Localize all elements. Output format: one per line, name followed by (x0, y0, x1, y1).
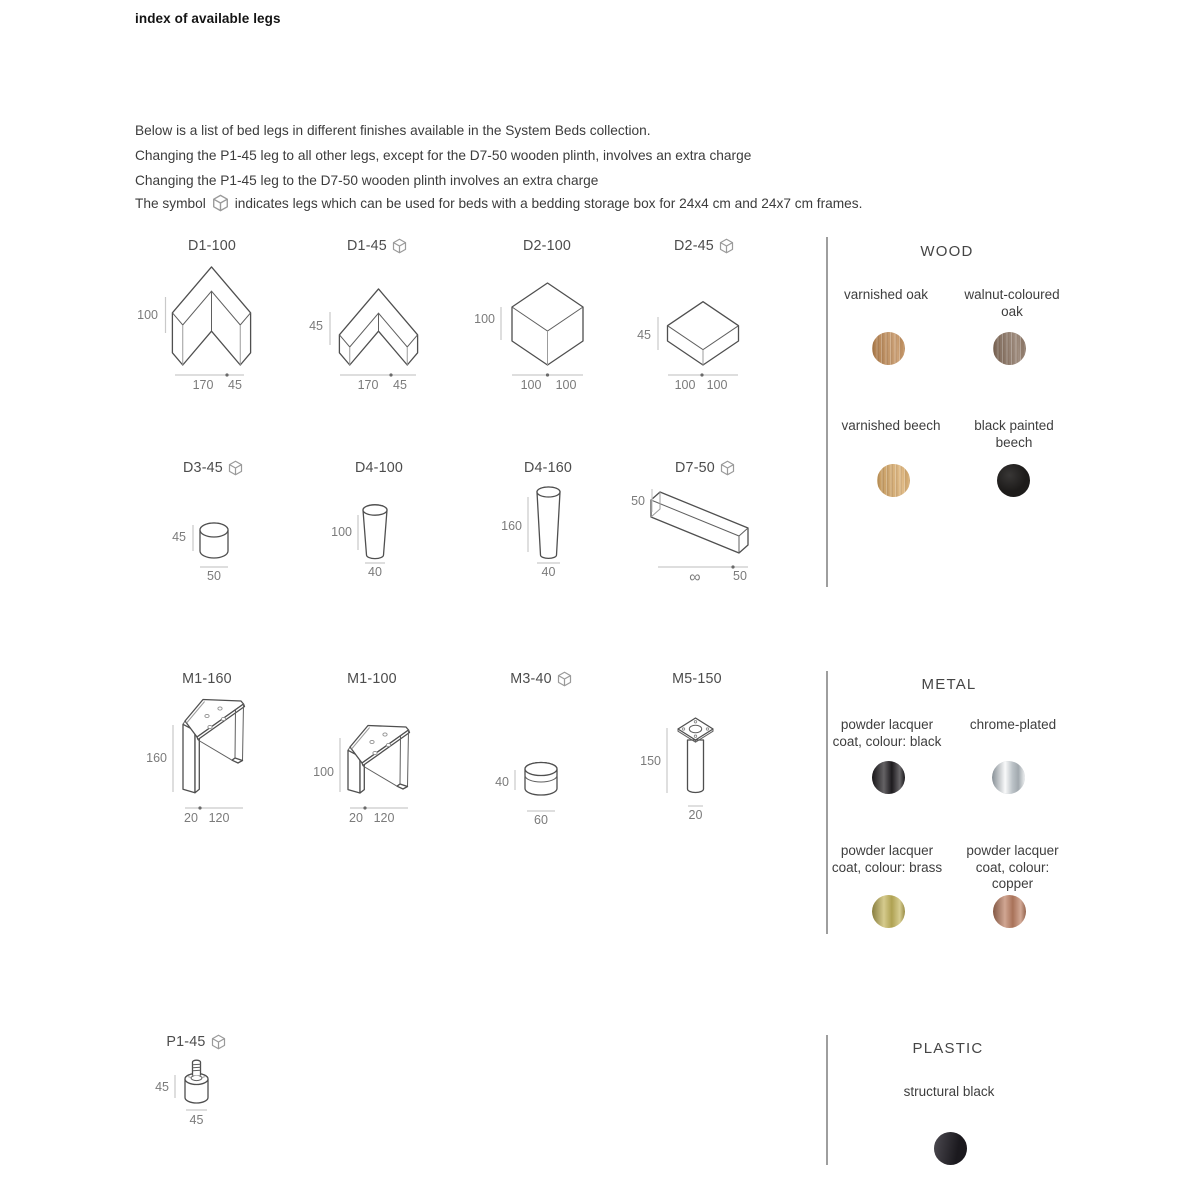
dim-height: 45 (155, 1080, 169, 1094)
dim-bottom: 50 (733, 569, 747, 583)
leg-label-d2-100: D2-100 (522, 238, 572, 254)
plastic-section-heading: PLASTIC (912, 1040, 984, 1057)
finish-swatch-powder-black (872, 761, 905, 794)
dim-bottom: 50 (207, 569, 221, 583)
dim-bottom: 100 (674, 378, 696, 392)
dim-bottom: 120 (208, 811, 230, 825)
leg-diagram-m3-40 (495, 763, 557, 828)
finish-swatch-walnut-coloured-oak (993, 332, 1026, 365)
finish-label-powder-copper: powder lacquer coat, colour: copper (966, 843, 1059, 891)
dim-height: 40 (495, 775, 509, 789)
leg-label-m1-160: M1-160 (182, 671, 232, 687)
dim-height: 100 (331, 525, 352, 539)
intro-line-3: Changing the P1-45 leg to the D7-50 wooden plinth involves an extra charge (135, 173, 599, 188)
symbol-note-suffix: indicates legs which can be used for beds with a bedding storage box for 24x4 cm and 24x7 cm frames. (234, 195, 863, 211)
finish-swatch-varnished-oak (872, 332, 905, 365)
dim-height: 45 (309, 319, 323, 333)
leg-label-d7-50: D7-50 (639, 460, 771, 476)
finish-swatch-chrome-plated (992, 761, 1025, 794)
leg-diagram-d4-160 (501, 487, 560, 579)
leg-label-m1-100: M1-100 (347, 671, 397, 687)
dim-height: 150 (640, 754, 661, 768)
leg-diagram-d7-50 (631, 489, 748, 586)
dim-height: 160 (501, 519, 522, 533)
leg-label-d4-160: D4-160 (523, 460, 573, 476)
dim-height: 45 (172, 530, 186, 544)
metal-section-divider (826, 671, 828, 934)
dim-bottom: 100 (706, 378, 728, 392)
dim-height: 100 (313, 765, 334, 779)
finish-label-chrome-plated: chrome-plated (969, 717, 1057, 732)
dim-bottom: 45 (189, 1113, 204, 1127)
leg-label-m3-40: M3-40 (475, 671, 607, 687)
dim-bottom: 40 (541, 565, 556, 579)
leg-diagram-d1-100 (137, 267, 250, 392)
dim-height: 100 (474, 312, 495, 326)
dim-bottom: 40 (368, 565, 382, 579)
leg-label-d1-45: D1-45 (311, 238, 443, 254)
dim-height: 100 (137, 308, 158, 322)
leg-diagram-d1-45 (309, 289, 418, 392)
dim-bottom: 120 (373, 811, 395, 825)
leg-label-d3-45: D3-45 (147, 460, 279, 476)
leg-diagram-m1-100 (313, 726, 409, 826)
finish-swatch-powder-copper (993, 895, 1026, 928)
dim-height: 160 (146, 751, 167, 765)
leg-diagram-p1-45 (155, 1060, 208, 1127)
leg-diagram-d3-45 (172, 523, 228, 583)
dim-height: 50 (631, 494, 645, 508)
intro-line-2: Changing the P1-45 leg to all other legs, except for the D7-50 wooden plinth, involves an extra charge (135, 148, 752, 163)
dim-bottom: 20 (688, 808, 703, 822)
leg-label-d2-45: D2-45 (638, 238, 770, 254)
leg-label-m5-150: M5-150 (672, 671, 722, 687)
finish-swatch-varnished-beech (877, 464, 910, 497)
symbol-note-prefix: The symbol (135, 195, 206, 211)
leg-label-d4-100: D4-100 (354, 460, 404, 476)
dim-bottom: 100 (555, 378, 577, 392)
dim-height: 45 (637, 328, 651, 342)
dim-bottom: 45 (393, 378, 407, 392)
finish-label-varnished-beech: varnished beech (841, 418, 941, 433)
finish-label-structural-black: structural black (903, 1084, 995, 1099)
finish-swatch-structural-black (934, 1132, 967, 1165)
plastic-section-divider (826, 1035, 828, 1165)
dim-bottom: 170 (192, 378, 214, 392)
finish-swatch-black-painted-beech (997, 464, 1030, 497)
leg-label-d1-100: D1-100 (187, 238, 237, 254)
leg-diagram-d2-100 (474, 283, 583, 392)
finish-label-walnut-coloured-oak: walnut-coloured oak (964, 287, 1060, 319)
dim-bottom: 170 (357, 378, 379, 392)
finish-label-black-painted-beech: black painted beech (974, 418, 1054, 450)
dim-bottom: 45 (228, 378, 242, 392)
dim-bottom: 100 (520, 378, 542, 392)
finish-label-powder-black: powder lacquer coat, colour: black (832, 717, 942, 749)
dim-bottom: 60 (534, 813, 548, 827)
leg-label-p1-45: P1-45 (130, 1034, 262, 1050)
finish-swatch-powder-brass (872, 895, 905, 928)
wood-section-heading: WOOD (920, 243, 974, 260)
leg-diagram-m5-150 (640, 718, 713, 822)
dim-bottom: 20 (184, 811, 198, 825)
metal-section-heading: METAL (921, 676, 977, 693)
dim-bottom: ∞ (689, 569, 701, 586)
page-title: index of available legs (135, 11, 281, 26)
dim-bottom: 20 (349, 811, 363, 825)
finish-label-powder-brass: powder lacquer coat, colour: brass (831, 843, 943, 875)
leg-diagram-m1-160 (146, 700, 244, 826)
leg-diagram-d4-100 (331, 505, 387, 579)
intro-line-1: Below is a list of bed legs in different finishes available in the System Beds collection. (135, 123, 651, 138)
leg-diagram-d2-45 (637, 302, 738, 392)
finish-label-varnished-oak: varnished oak (843, 287, 929, 302)
